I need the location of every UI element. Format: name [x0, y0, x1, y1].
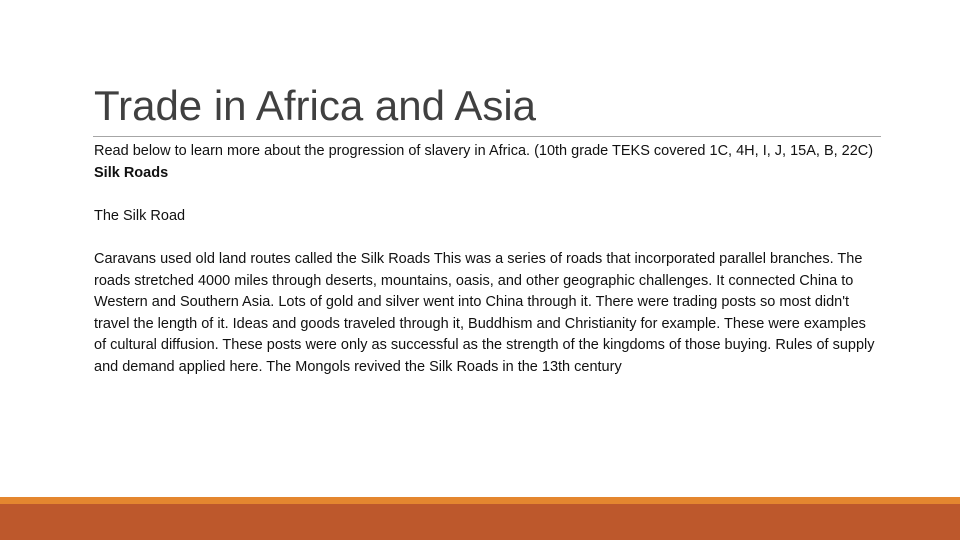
- intro-bold-text: Silk Roads: [94, 164, 169, 181]
- main-paragraph: Caravans used old land routes called the Silk Roads This was a series of roads that incorporated parallel branches. The roads stretched 4000 miles through deserts, mountains, oasis, and other geographic challenges. It connected China to Western and Southern Asia. Lots of gold and silver went into China through it. There were trading posts so most didn't travel the length of it. Ideas and goods traveled through it, Buddhism and Christianity for example. These were examples of cultural diffusion. These posts were only as successful as the strength of the kingdoms of those buying. Rules of supply and demand applied here. The Mongols revived the Silk Roads in the 13th century: [94, 250, 875, 375]
- title-divider: [93, 136, 881, 137]
- intro-paragraph: [94, 141, 878, 184]
- footer-accent-bar-dark: [0, 504, 960, 540]
- slide-body: [94, 141, 878, 379]
- intro-text: Read below to learn more about the progression of slavery in Africa. (10th grade TEKS covered 1C, 4H, I, J, 15A, B, 22C): [94, 143, 874, 159]
- slide-title: Trade in Africa and Asia: [94, 82, 537, 129]
- footer-accent-bar-light: [0, 497, 960, 504]
- spacer: [94, 184, 878, 206]
- spacer: [94, 227, 878, 249]
- subheading: The Silk Road: [94, 207, 186, 224]
